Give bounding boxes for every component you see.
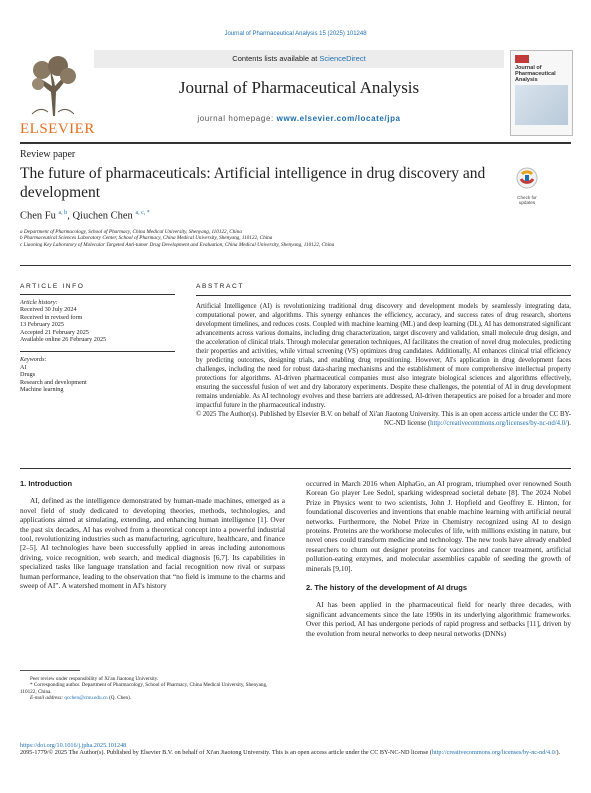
contents-band xyxy=(94,50,504,68)
history-item: Received in revised form xyxy=(20,313,83,321)
email-note xyxy=(20,695,285,701)
cover-title: Journal of Pharmaceutical Analysis xyxy=(515,65,556,83)
keyword: Machine learning xyxy=(20,386,64,394)
badge-label: Check for updates xyxy=(517,195,537,205)
affiliation: a Department of Pharmacology, School of Pharmacy, China Medical University, Shenyang, 110122, China xyxy=(20,229,242,235)
abstract-copyright xyxy=(196,410,571,428)
journal-homepage xyxy=(94,114,504,123)
copyright-text: © 2025 The Author(s). Published by Elsevier B.V. on behalf of Xi'an Jiaotong University. This is an open access article under the CC BY-NC-ND license ( xyxy=(196,411,571,427)
abstract xyxy=(196,283,571,428)
paragraph: AI, defined as the intelligence demonstrated by human-made machines, emerged as a novel field of study dedicated to developing theories, methods, technologies, and applications aimed at simulating, extending, and enhancing human intelligence [1]. Over the past six decades, AI has evolved from a theoretical concept into a powerful industrial tool, revolutionizing industries such as manufacturing, agriculture, healthcare, and finance [2–5]. AI technologies have been successfully applied in areas including autonomous driving, voice recognition, web search, and medical diagnosis [6,7]. Its capabilities in specialized tasks like language translation and facial recognition now rival or surpass human performance, leading to the observation that “no field is immune to the charms and sweep of AI”. A watershed moment in AI's history xyxy=(20,496,285,591)
cover-image xyxy=(515,85,568,125)
check-for-updates-icon xyxy=(512,166,542,190)
corresponding-author-note: * Corresponding author. Department of Pharmacology, School of Pharmacy, China Medical University, Shenyang, 110122, China. xyxy=(20,682,268,695)
journal-cover-thumbnail[interactable] xyxy=(510,50,573,136)
issn-text: 2095-1779/© 2025 The Author(s). Published by Elsevier B.V. on behalf of Xi'an Jiaotong University. This is an open access article under the CC BY-NC-ND license ( xyxy=(20,749,432,757)
doi-link[interactable]: https://doi.org/10.1016/j.jpha.2025.101248 xyxy=(20,742,127,749)
author-affil-marker[interactable]: a, c, * xyxy=(135,210,150,216)
paragraph: AI has been applied in the pharmaceutical field for nearly three decades, with significant advancements since the late 1990s in its underlying algorithmic frameworks. Over this period, AI has undergone periods of rapid progress and setbacks [11], driven by the evolution from neural networks to deep neural networks (DNNs) xyxy=(306,600,571,638)
section-heading: 1. Introduction xyxy=(20,479,73,488)
running-header: Journal of Pharmaceutical Analysis 15 (2025) 101248 xyxy=(224,31,367,37)
journal-masthead xyxy=(20,50,571,144)
history-item: Available online 26 February 2025 xyxy=(20,336,107,344)
email-label: E-mail address: xyxy=(30,695,65,702)
history-item: Received 30 July 2024 xyxy=(20,306,77,314)
affiliation: c Liaoning Key Laboratory of Molecular Targeted Anti-tumor Drug Development and Evaluation, China Medical University, Shenyang, 110122, China xyxy=(20,241,335,248)
keyword: Drugs xyxy=(20,371,36,379)
history-item: 13 February 2025 xyxy=(20,321,64,329)
article-type: Review paper xyxy=(20,149,76,160)
history-label: Article history: xyxy=(20,299,58,306)
page-footer xyxy=(20,742,571,757)
author-affil-marker[interactable]: a, b xyxy=(58,210,68,216)
keyword: Research and development xyxy=(20,378,87,386)
cover-logo-icon xyxy=(515,55,529,63)
license-link[interactable]: http://creativecommons.org/licenses/by-nc-nd/4.0/ xyxy=(430,420,568,427)
copyright-end: ). xyxy=(567,420,571,427)
check-for-updates-badge[interactable] xyxy=(512,166,542,205)
homepage-link[interactable]: www.elsevier.com/locate/jpa xyxy=(276,114,401,123)
footnote-rule xyxy=(20,670,80,671)
abstract-body-block xyxy=(196,295,571,428)
body-column-right xyxy=(306,479,571,638)
article-history xyxy=(20,294,175,343)
keyword: AI xyxy=(20,363,27,371)
article-info-heading: ARTICLE INFO xyxy=(20,283,85,290)
keywords-label: Keywords: xyxy=(20,356,47,364)
abstract-body: Artificial Intelligence (AI) is revolutionizing traditional drug discovery and development models by seamlessly integrating data, computational power, and algorithms. This synergy enhances the efficiency, accuracy, and success rates of drug research, shortens development timelines, and reduces costs. Coupled with machine learning (ML) and deep learning (DL), AI has demonstrated significant advancements across various domains, including drug characterization, target discovery and validation, small molecule drug design, and the acceleration of clinical trials. Through molecular generation techniques, AI facilitates the creation of novel drug molecules, predicting their properties and activities, while virtual screening (VS) optimizes drug candidates. Additionally, AI enhances clinical trial efficiency by predicting outcomes, designing trials, and enabling drug repositioning. However, AI's application in drug development faces challenges, including the need for robust data-sharing mechanisms and the establishment of more comprehensive intellectual property protections for algorithms. AI-driven pharmaceutical companies must also integrate biological sciences and algorithms effectively, ensuring the successful fusion of wet and dry laboratory experiments. Despite these challenges, the potential of AI in drug development remains undeniable. As AI technology evolves and these barriers are addressed, AI-driven therapeutics are poised for a broader and more impactful future in the pharmaceutical industry. xyxy=(196,303,571,409)
publisher-name: ELSEVIER xyxy=(20,121,95,137)
body-column-left xyxy=(20,479,285,590)
history-item: Accepted 21 February 2025 xyxy=(20,328,89,336)
abstract-heading: ABSTRACT xyxy=(196,283,244,290)
author-list: Chen Fu $^{a, b}$, Qiuchen Chen $^{a, c, *}$ xyxy=(20,210,150,222)
email-link[interactable]: qcchen@cmu.edu.cn xyxy=(64,695,108,702)
elsevier-logo[interactable] xyxy=(20,50,95,138)
divider xyxy=(20,265,571,266)
paragraph: occurred in March 2016 when AlphaGo, an AI program, triumphed over renowned South Korean Go player Lee Sedol, sparking widespread societal debate [8]. The 2024 Nobel Prize in Physics went to two scientists, John J. Hopfield and Geoffrey E. Hinton, for foundational discoveries and inventions that enable machine learning with artificial neural networks. Furthermore, the Nobel Prize in Chemistry recognized using AI to design proteins. Proteins are the workhorse molecules of life, with millions existing in nature, but novel ones could transform medicine and technology. The new tools have already enabled researchers to churn out designer proteins for vaccines and cancer treatment, artificial pollution-eating enzymes, and molecular assemblies capable of seeding the growth of minerals [9,10]. xyxy=(306,479,571,573)
section-heading: 2. The history of the development of AI drugs xyxy=(306,583,467,593)
affiliation: b Pharmaceutical Sciences Laboratory Center, School of Pharmacy, China Medical University, Shenyang, 110122, China xyxy=(20,235,273,242)
divider xyxy=(20,468,571,469)
peer-review-note: Peer review under responsibility of Xi'an Jiaotong University. xyxy=(30,676,159,682)
affiliations xyxy=(20,229,571,248)
footnotes xyxy=(20,670,285,702)
elsevier-tree-icon xyxy=(28,56,78,118)
keywords xyxy=(20,351,175,393)
homepage-prefix: journal homepage: xyxy=(197,114,277,123)
issn-end: ). xyxy=(556,749,561,757)
sciencedirect-link[interactable]: ScienceDirect xyxy=(319,54,366,63)
article-title: The future of pharmaceuticals: Artificial intelligence in drug discovery and development xyxy=(20,165,486,201)
author-name[interactable]: Chen Fu xyxy=(20,210,56,222)
footer-license-link[interactable]: http://creativecommons.org/licenses/by-nc-nd/4.0/ xyxy=(431,749,557,757)
contents-prefix: Contents lists available at xyxy=(232,54,320,63)
article-info xyxy=(20,283,175,393)
author-name[interactable]: Qiuchen Chen xyxy=(72,210,133,222)
email-suffix: (Q. Chen). xyxy=(107,695,132,702)
journal-title: Journal of Pharmaceutical Analysis xyxy=(178,78,420,97)
